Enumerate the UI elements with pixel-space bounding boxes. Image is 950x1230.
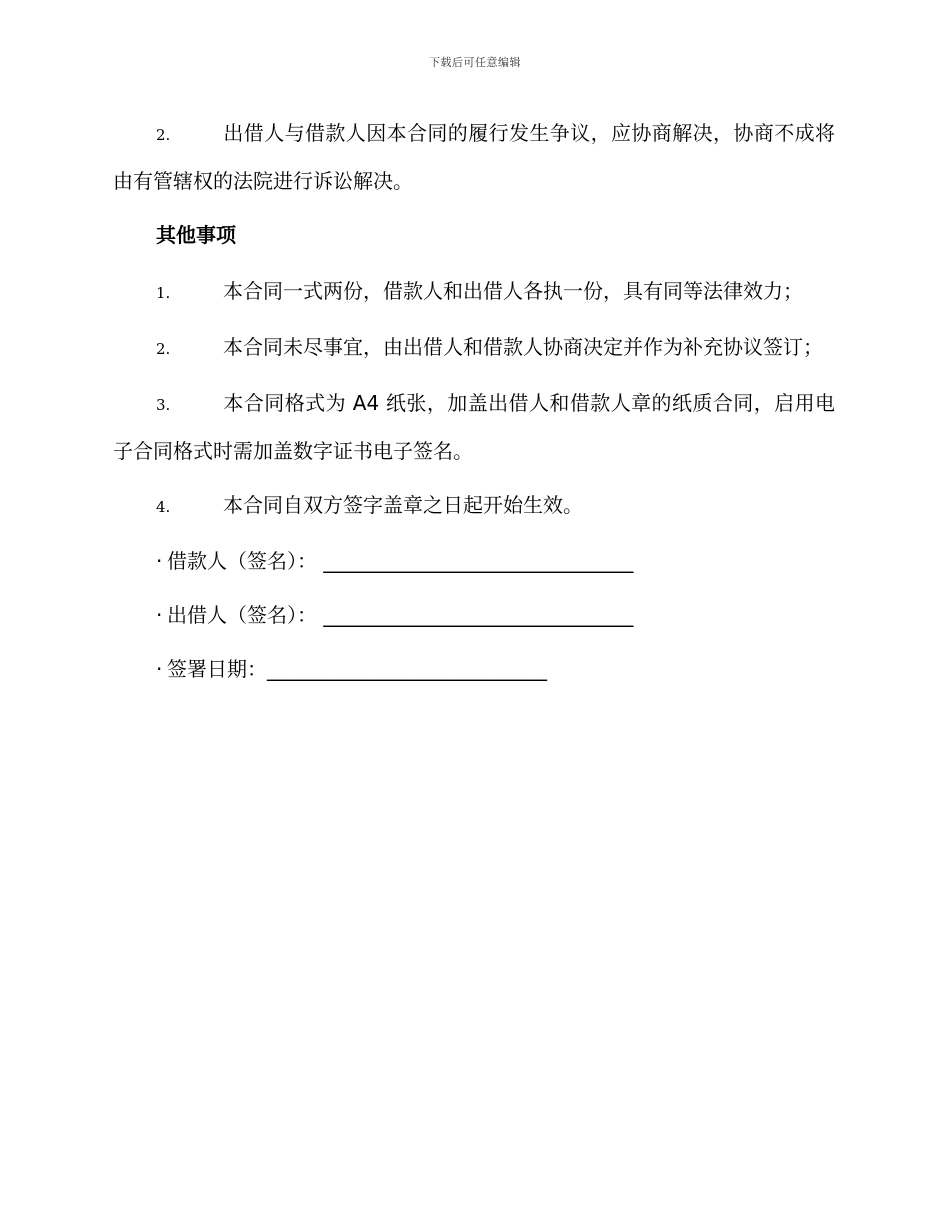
- signature-label: 出借人（签名）：: [167, 603, 317, 627]
- signature-blank: _______________________________: [323, 549, 634, 573]
- signing-date-line: [156, 646, 835, 692]
- borrower-signature-line: [156, 538, 835, 584]
- section-item: [113, 324, 835, 372]
- item-text: 本合同未尽事宜，由出借人和借款人协商决定并作为补充协议签订；: [223, 335, 823, 359]
- item-number: 2.: [156, 340, 171, 358]
- signature-blank: ____________________________: [267, 657, 547, 681]
- clause-number: 2.: [156, 126, 171, 144]
- item-number: 3.: [156, 396, 171, 414]
- clause-dispute: [113, 110, 835, 204]
- signature-label: 借款人（签名）：: [167, 549, 317, 573]
- item-number: 1.: [156, 284, 171, 302]
- document-body: [113, 110, 835, 700]
- signature-label: 签署日期：: [167, 657, 267, 681]
- section-item: [113, 380, 835, 474]
- item-number: 4.: [156, 498, 171, 516]
- item-text: 本合同自双方签字盖章之日起开始生效。: [223, 493, 583, 517]
- bullet: ·: [156, 657, 163, 681]
- signature-blank: _______________________________: [323, 603, 634, 627]
- header-note: 下载后可任意编辑: [429, 56, 521, 69]
- bullet: ·: [156, 603, 163, 627]
- section-item: [113, 268, 835, 316]
- section-item: [113, 482, 835, 530]
- bullet: ·: [156, 549, 163, 573]
- section-title: 其他事项: [156, 223, 236, 247]
- clause-text: 出借人与借款人因本合同的履行发生争议，应协商解决，协商不成将由有管辖权的法院进行诉讼解决。: [113, 121, 835, 193]
- item-text: 本合同一式两份，借款人和出借人各执一份，具有同等法律效力；: [223, 279, 803, 303]
- lender-signature-line: [156, 592, 835, 638]
- item-text: 本合同格式为 A4 纸张，加盖出借人和借款人章的纸质合同，启用电子合同格式时需加盖数字证书电子签名。: [113, 391, 835, 463]
